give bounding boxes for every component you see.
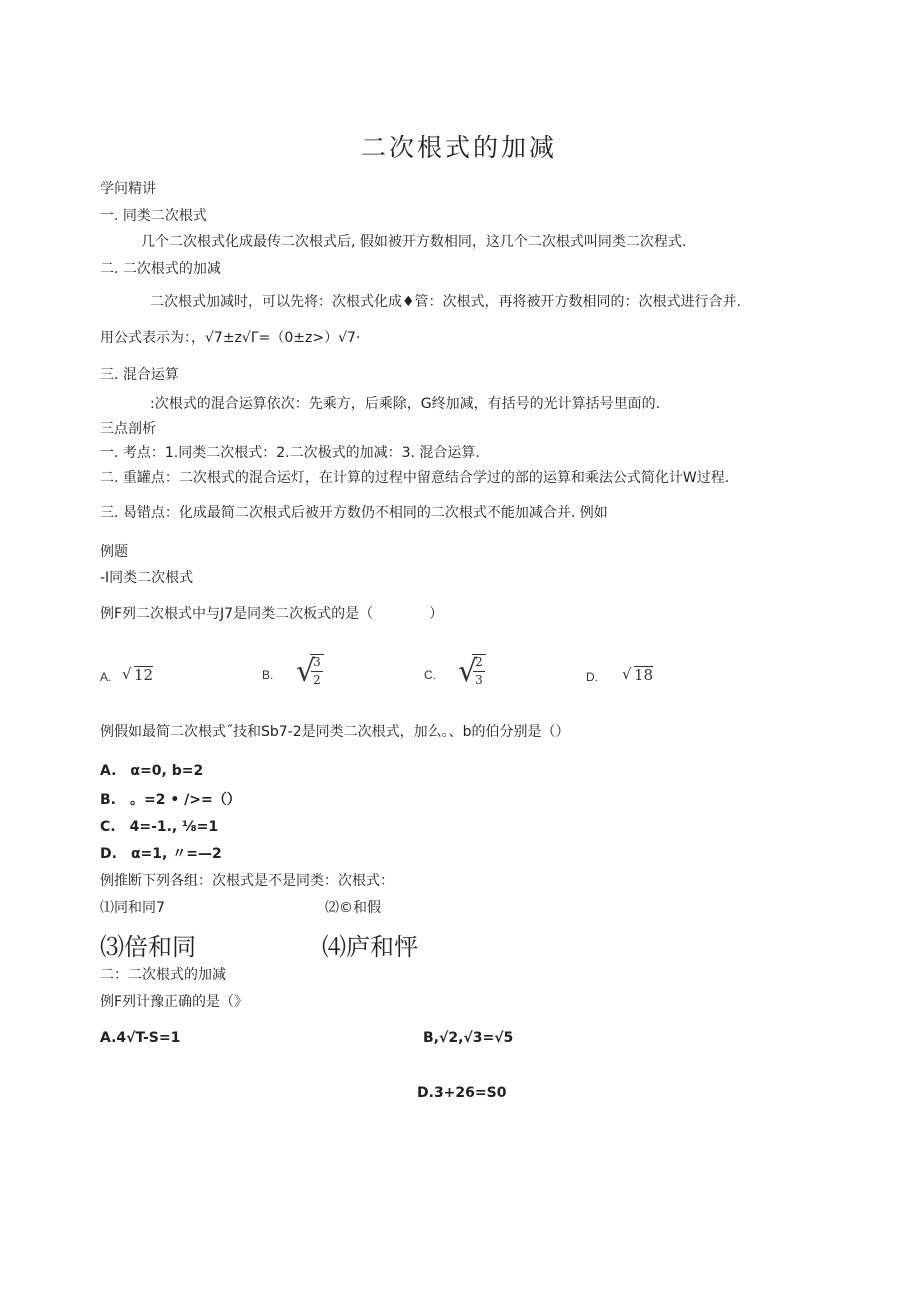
paragraph: 三. 曷错点：化成最简二次根式后被开方数仍不相同的二次根式不能加减合并. 例如 (100, 505, 608, 521)
subheading: 二. 二次根式的加减 (100, 261, 221, 277)
section-heading: 三点剖析 (100, 421, 156, 437)
section-heading: 例题 (100, 544, 128, 560)
answer-choice: B,√2,√3=√5 (423, 1030, 514, 1046)
sub-question: ⑴同和同7 (100, 900, 165, 916)
numerator: 2 (475, 655, 483, 669)
sqrt-icon: √ (122, 665, 132, 683)
answer-choice: B. 。=2 • />=（） (100, 792, 241, 808)
sub-question: ⑵©和假 (325, 900, 381, 916)
radicand: 12 (134, 666, 154, 684)
option-c (424, 650, 504, 696)
sqrt-icon: √ (296, 654, 316, 689)
fraction-bar (473, 671, 485, 672)
answer-choice: A. α=0, b=2 (100, 763, 204, 779)
paragraph: 二. 重罐点：二次根式的混合运灯，在计算的过程中留意结合学过的部的运算和乘法公式简化计W过程. (100, 470, 730, 486)
answer-choice: A.4√T-S=1 (100, 1030, 181, 1046)
paragraph: 几个二次根式化成最传二次根式后, 假如被开方数相同，这几个二次根式叫同类二次程式. (141, 234, 687, 250)
option-d (586, 660, 666, 692)
answer-choice: C. 4=-1., ⅛=1 (100, 819, 219, 835)
denominator: 2 (313, 673, 321, 687)
option-a (100, 660, 180, 692)
page-title: 二次根式的加减 (361, 133, 558, 162)
paragraph: 一. 考点：1.同类二次根式：2.二次极式的加减：3. 混合运算. (100, 445, 480, 461)
question: 例F列计豫正确的是（》 (100, 994, 249, 1010)
sqrt-icon: √ (458, 654, 478, 689)
paragraph: :次根式的混合运算依次：先乘方，后乘除，G终加减，有括号的光计算括号里面的. (150, 396, 661, 412)
formula-line: 用公式表示为：，√7±z√Γ=（0±z>）√7· (100, 330, 361, 346)
radicand: 18 (634, 666, 654, 684)
fraction-bar (311, 671, 323, 672)
option-b (262, 650, 342, 696)
subheading: 一. 同类二次根式 (100, 208, 207, 224)
paragraph: 二次根式加减时，可以先将：次根式化成♦管：次根式，再将被开方数相同的：次根式进行合并. (150, 294, 741, 310)
denominator: 3 (475, 673, 483, 687)
answer-choice: D. α=1, 〃=—2 (100, 846, 222, 862)
subheading: -I同类二次根式 (100, 570, 194, 586)
subheading: 三. 混合运算 (100, 367, 179, 383)
question: 例推断下列各组：次根式是不是同类：次根式： (100, 873, 394, 889)
numerator: 3 (313, 655, 321, 669)
option-d-label: D. (586, 670, 598, 684)
option-c-label: C. (424, 668, 436, 682)
option-a-label: A. (100, 670, 112, 684)
sqrt-icon: √ (622, 665, 632, 683)
option-b-label: B. (262, 668, 274, 682)
subheading: 二：二次根式的加减 (100, 967, 226, 983)
question: 例F列二次根式中与J7是同类二次板式的是（ ） (100, 606, 444, 622)
answer-choice: D.3+26=S0 (417, 1085, 507, 1101)
question: 例假如最简二次根式˝技和Sb7-2是同类二次根式，加么。、b的伯分别是（） (100, 724, 570, 740)
section-heading: 学问精讲 (100, 181, 156, 197)
sub-question: ⑶倍和同 (100, 933, 196, 961)
sub-question: ⑷庐和怦 (322, 933, 418, 961)
